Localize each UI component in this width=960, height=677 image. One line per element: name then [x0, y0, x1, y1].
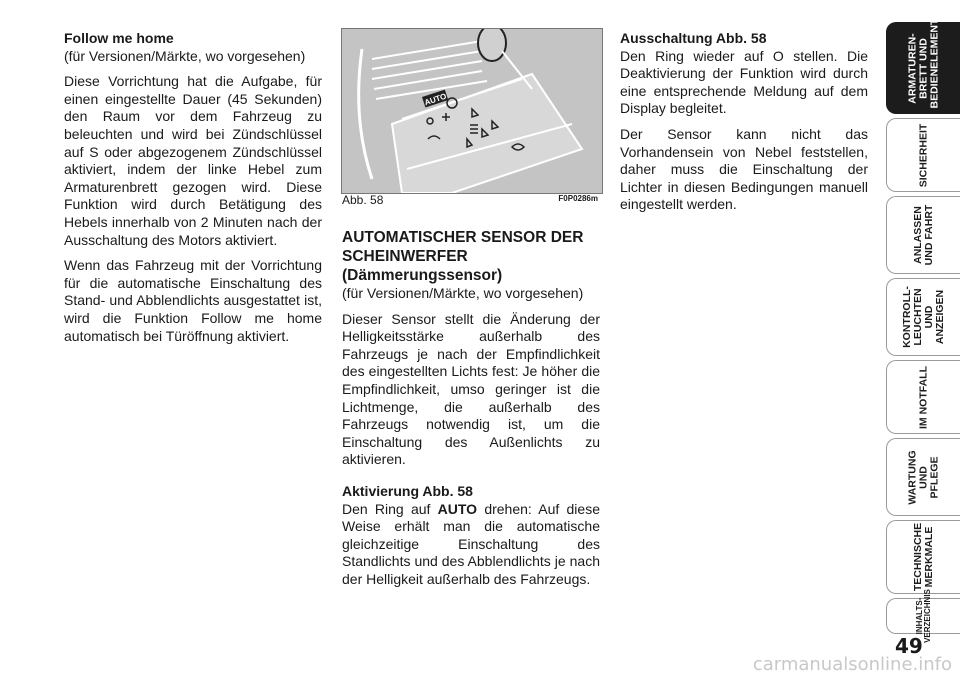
- follow-me-home-paragraph-2: Wenn das Fahrzeug mit der Vorrichtung für die automatische Einschaltung des Stand- und Abblendlichts ausgestattet ist, wird die Funktion Follow me home automatisch bei Türöffnung aktiviert.: [64, 257, 322, 344]
- figure-caption-label: Abb. 58: [342, 193, 384, 207]
- section-title-follow-me-home: Follow me home: [64, 30, 174, 46]
- tab-label: ANLASSEN UND FAHRT: [912, 204, 935, 266]
- tab-label: INHALTS- VERZEICHNIS: [915, 589, 932, 643]
- follow-me-home-subtitle: (für Versionen/Märkte, wo vorgesehen): [64, 47, 306, 64]
- auto-sensor-paragraph: Dieser Sensor stellt die Änderung der Helligkeitsstärke außerhalb des Fahrzeugs je nach der Empfindlichkeit des eingestellten Lichts fest: Je höher die Empfindlichkeit, umso geringer ist die Lichtmenge, die außerhalb des Fahrzeugs notwendig ist, um die Einschaltung des Außenlichts zu aktivieren.: [342, 310, 600, 468]
- figure-code: F0P0286m: [558, 194, 598, 203]
- figure-abb-58: [341, 28, 603, 194]
- tab-armaturenbrett[interactable]: [886, 11, 960, 114]
- chapter-tabs: [880, 0, 960, 677]
- tab-label: KONTROLL- LEUCHTEN UND ANZEIGEN: [901, 286, 946, 348]
- tab-im-notfall[interactable]: [886, 360, 960, 434]
- deactivation-paragraph: Den Ring wieder auf O stellen. Die Deaktivierung der Funktion wird durch eine entsprechende Meldung auf dem Display begleitet.: [620, 47, 868, 117]
- deactivation-heading: Ausschaltung Abb. 58: [620, 30, 767, 46]
- activation-text-b: drehen: Auf diese Weise erhält man die automatische gleichzeitige Einschaltung des Standlichts und des Abblendlichts je nach der Helligkeit außerhalb des Fahrzeugs.: [342, 500, 600, 587]
- tab-sicherheit[interactable]: [886, 118, 960, 192]
- follow-me-home-paragraph-1: Diese Vorrichtung hat die Aufgabe, für einen eingestellte Dauer (45 Sekunden) den Raum vor dem Fahrzeug zu beleuchten und wird bei Zündschlüssel auf S oder abgezogenem Zündschlüssel aktiviert, indem der linke Hebel zum Armaturenbrett gezogen wird. Diese Funktion wird durch Betätigung des Hebels innerhalb von 2 Minuten nach der Ausschaltung des Motors aktiviert.: [64, 73, 322, 248]
- tab-wartung[interactable]: [886, 438, 960, 516]
- tab-label: SICHERHEIT: [917, 123, 930, 187]
- tab-label: WARTUNG UND PFLEGE: [906, 449, 941, 505]
- activation-text-a: Den Ring auf: [342, 500, 438, 517]
- light-switch-illustration: [342, 29, 602, 193]
- fog-note-paragraph: Der Sensor kann nicht das Vorhandensein von Nebel feststellen, daher muss die Einschaltung der Lichter in diesen Bedingungen manuell eingestellt werden.: [620, 125, 868, 213]
- figure-caption: [342, 193, 600, 209]
- column-middle: [342, 228, 600, 597]
- page-number: 49: [895, 634, 923, 658]
- column-right: [620, 30, 868, 222]
- activation-auto: AUTO: [437, 500, 478, 517]
- section-title-auto-sensor: AUTOMATISCHER SENSOR DER SCHEINWERFER (Dämmerungssensor): [342, 229, 584, 284]
- tab-anlassen[interactable]: [886, 196, 960, 274]
- tab-kontrollleuchten[interactable]: [886, 278, 960, 356]
- auto-sensor-subtitle: (für Versionen/Märkte, wo vorgesehen): [342, 285, 584, 301]
- tab-label: ARMATUREN- BRETT UND BEDIENELEMENTE: [906, 11, 941, 108]
- watermark: carmanualsonline.info: [752, 654, 952, 675]
- column-left: [64, 30, 322, 353]
- activation-paragraph: [342, 501, 600, 589]
- auto-label: AUTO: [423, 91, 448, 108]
- activation-heading: Aktivierung Abb. 58: [342, 482, 473, 499]
- tab-label: TECHNISCHE MERKMALE: [912, 522, 935, 592]
- tab-inhaltsverzeichnis[interactable]: [886, 589, 960, 643]
- tab-label: IM NOTFALL: [917, 365, 930, 429]
